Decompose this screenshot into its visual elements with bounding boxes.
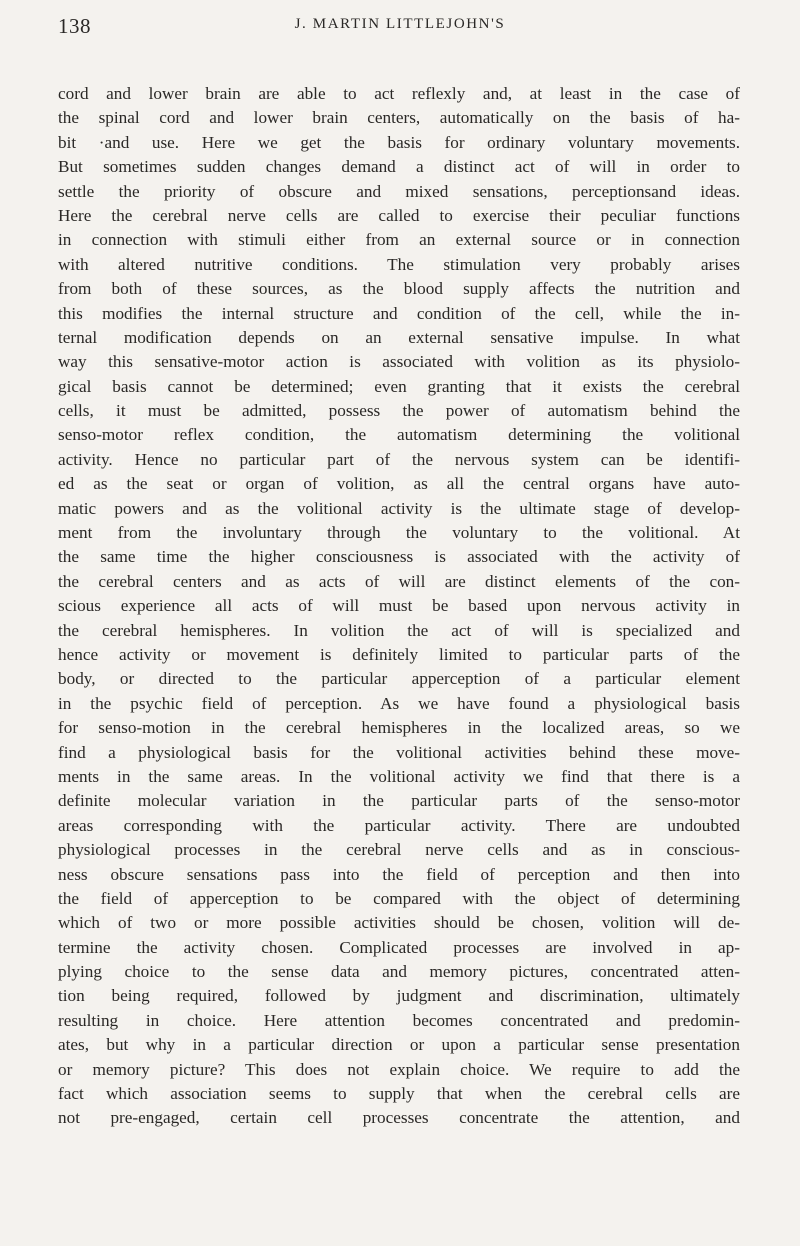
- text-line: ment from the involuntary through the voluntary to the volitional. At: [58, 523, 740, 543]
- running-head: [58, 14, 742, 44]
- text-line: the cerebral centers and as acts of will are distinct elements of the con-: [58, 571, 740, 591]
- text-line: areas corresponding with the particular activity. There are undoubted: [58, 815, 740, 835]
- text-line: cord and lower brain are able to act reflexly and, at least in the case of: [58, 84, 740, 103]
- text-line: tion being required, followed by judgment and discrimination, ultimately: [58, 986, 740, 1006]
- text-line: for senso-motion in the cerebral hemispheres in the localized areas, so we: [58, 718, 740, 738]
- text-line: ed as the seat or organ of volition, as all the central organs have auto-: [58, 474, 740, 494]
- text-line: bit ·and use. Here we get the basis for ordinary voluntary movements.: [58, 132, 740, 152]
- text-line: Here the cerebral nerve cells are called to exercise their peculiar functions: [58, 205, 740, 225]
- text-line: in the psychic field of perception. As we have found a physiological basis: [58, 693, 740, 713]
- text-line: resulting in choice. Here attention becomes concentrated and predomin-: [58, 1010, 740, 1030]
- text-line: physiological processes in the cerebral nerve cells and as in conscious-: [58, 840, 740, 860]
- text-line: or memory picture? This does not explain choice. We require to add the: [58, 1059, 740, 1079]
- text-line: from both of these sources, as the blood supply affects the nutrition and: [58, 279, 740, 299]
- body-text: [58, 82, 740, 1131]
- text-line: senso-motor reflex condition, the automatism determining the volitional: [58, 425, 740, 445]
- text-line: activity. Hence no particular part of the nervous system can be identifi-: [58, 449, 740, 469]
- text-line: the field of apperception to be compared with the object of determining: [58, 888, 740, 908]
- text-line: ness obscure sensations pass into the field of perception and then into: [58, 864, 740, 884]
- text-line: hence activity or movement is definitely limited to particular parts of the: [58, 644, 740, 664]
- text-line: in connection with stimuli either from an external source or in connection: [58, 230, 740, 250]
- text-line: scious experience all acts of will must be based upon nervous activity in: [58, 596, 740, 616]
- text-line: find a physiological basis for the volitional activities behind these move-: [58, 742, 740, 762]
- text-line: ternal modification depends on an external sensative impulse. In what: [58, 327, 740, 347]
- text-line: the same time the higher consciousness is associated with the activity of: [58, 547, 740, 567]
- text-line: plying choice to the sense data and memory pictures, concentrated atten-: [58, 962, 740, 982]
- text-line: gical basis cannot be determined; even granting that it exists the cerebral: [58, 376, 740, 396]
- text-line: this modifies the internal structure and condition of the cell, while the in-: [58, 303, 740, 323]
- text-line: body, or directed to the particular apperception of a particular element: [58, 669, 740, 689]
- text-line: not pre-engaged, certain cell processes concentrate the attention, and: [58, 1108, 740, 1128]
- text-line: cells, it must be admitted, possess the power of automatism behind the: [58, 401, 740, 421]
- text-line: But sometimes sudden changes demand a distinct act of will in order to: [58, 157, 740, 177]
- text-line: definite molecular variation in the particular parts of the senso-motor: [58, 791, 740, 811]
- text-line: ments in the same areas. In the volitional activity we find that there is a: [58, 766, 740, 786]
- text-line: way this sensative-motor action is associated with volition as its physiolo-: [58, 352, 740, 372]
- running-title: J. MARTIN LITTLEJOHN'S: [294, 16, 506, 32]
- page-number: 138: [58, 14, 91, 38]
- text-line: matic powers and as the volitional activity is the ultimate stage of develop-: [58, 498, 740, 518]
- text-line: the cerebral hemispheres. In volition the act of will is specialized and: [58, 620, 740, 640]
- text-line: the spinal cord and lower brain centers, automatically on the basis of ha-: [58, 108, 740, 128]
- text-line: fact which association seems to supply that when the cerebral cells are: [58, 1084, 740, 1104]
- text-line: ates, but why in a particular direction or upon a particular sense presentation: [58, 1035, 740, 1055]
- text-line: with altered nutritive conditions. The stimulation very probably arises: [58, 254, 740, 274]
- text-line: settle the priority of obscure and mixed sensations, perceptionsand ideas.: [58, 181, 740, 201]
- text-line: termine the activity chosen. Complicated processes are involved in ap-: [58, 937, 740, 957]
- text-line: which of two or more possible activities should be chosen, volition will de-: [58, 913, 740, 933]
